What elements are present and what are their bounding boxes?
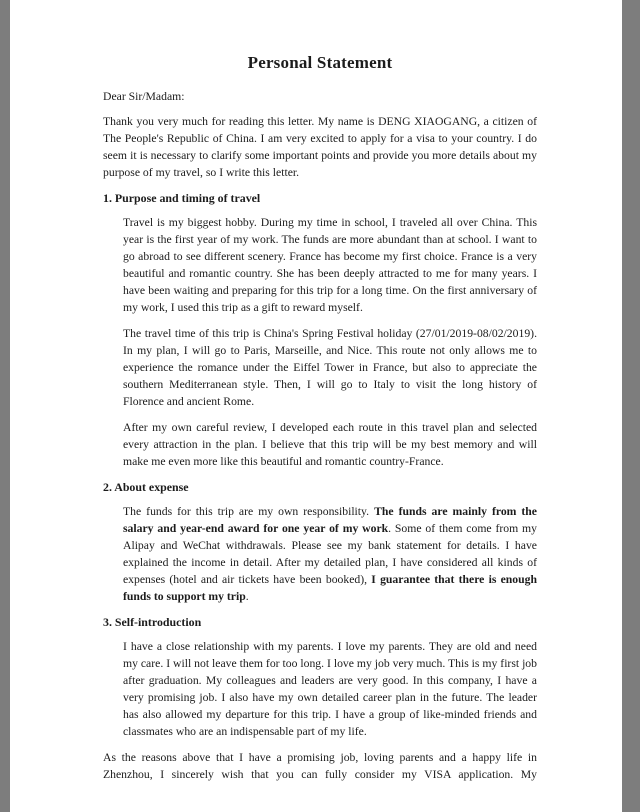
section-1-heading: 1. Purpose and timing of travel: [103, 191, 261, 205]
expense-text-regular-1: The funds for this trip are my own responsibility.: [123, 505, 375, 518]
section-2-paragraph: [123, 503, 537, 605]
page-margin-left: [0, 0, 10, 812]
section-1-paragraph-3: After my own careful review, I developed each route in this travel plan and selected every attraction in the plan. I believe that this trip will be my best memory and will make me even more like this beautiful and romantic country-France.: [123, 421, 537, 468]
section-1-paragraph-1: Travel is my biggest hobby. During my time in school, I traveled all over China. This year is the first year of my work. The funds are more abundant than at school. I want to go abroad to see different scenery. France has become my first choice. France is a very beautiful and romantic country. She has been deeply attracted to me for many years. I have been waiting and preparing for this trip for a long time. On the first anniversary of my work, I used this trip as a gift to reward myself.: [123, 216, 537, 314]
section-1-paragraph-2: The travel time of this trip is China's Spring Festival holiday (27/01/2019-08/02/2019). In my plan, I will go to Paris, Marseille, and Nice. This route not only allows me to experience the romance under the Eiffel Tower in France, but also to appreciate the southern Mediterranean style. Then, I will go to Italy to visit the long history of Florence and ancient Rome.: [123, 327, 537, 408]
section-3-paragraph: I have a close relationship with my parents. I love my parents. They are old and need my care. I will not leave them for too long. I love my job very much. This is my first job after graduation. My colleagues and leaders are very good. In this company, I have a very promising job. I also have my own detailed career plan in the future. The leader has also allowed my departure for this trip. I have a group of like-minded friends and classmates who are an indispensable part of my life.: [123, 640, 537, 738]
salutation: Dear Sir/Madam:: [103, 90, 185, 103]
closing-paragraph: As the reasons above that I have a promising job, loving parents and a happy life in Zhenzhou, I sincerely wish that you can fully consider my VISA application. My: [103, 751, 537, 781]
page-margin-right: [622, 0, 640, 812]
section-2-heading: 2. About expense: [103, 480, 189, 494]
intro-paragraph: Thank you very much for reading this letter. My name is DENG XIAOGANG, a citizen of The People's Republic of China. I am very excited to apply for a visa to your country. I do seem it is necessary to clarify some important points and provide you more details about my purpose of my travel, so I write this letter.: [103, 115, 537, 179]
document-title: Personal Statement: [247, 53, 393, 72]
document-page: [10, 0, 622, 812]
section-3-heading: 3. Self-introduction: [103, 615, 202, 629]
expense-text-regular-3: .: [245, 590, 249, 603]
expense-text-bold-2: I guarantee that there is enough funds to support my trip: [123, 573, 537, 603]
expense-text-bold-1: The funds are mainly from the salary and year-end award for one year of my work: [123, 505, 537, 535]
expense-text-regular-2: . Some of them come from my Alipay and WeChat withdrawals. Please see my bank statement for details. I have explained the income in detail. After my detailed plan, I have considered all kinds of expenses (hotel and air tickets have been booked),: [123, 522, 537, 586]
